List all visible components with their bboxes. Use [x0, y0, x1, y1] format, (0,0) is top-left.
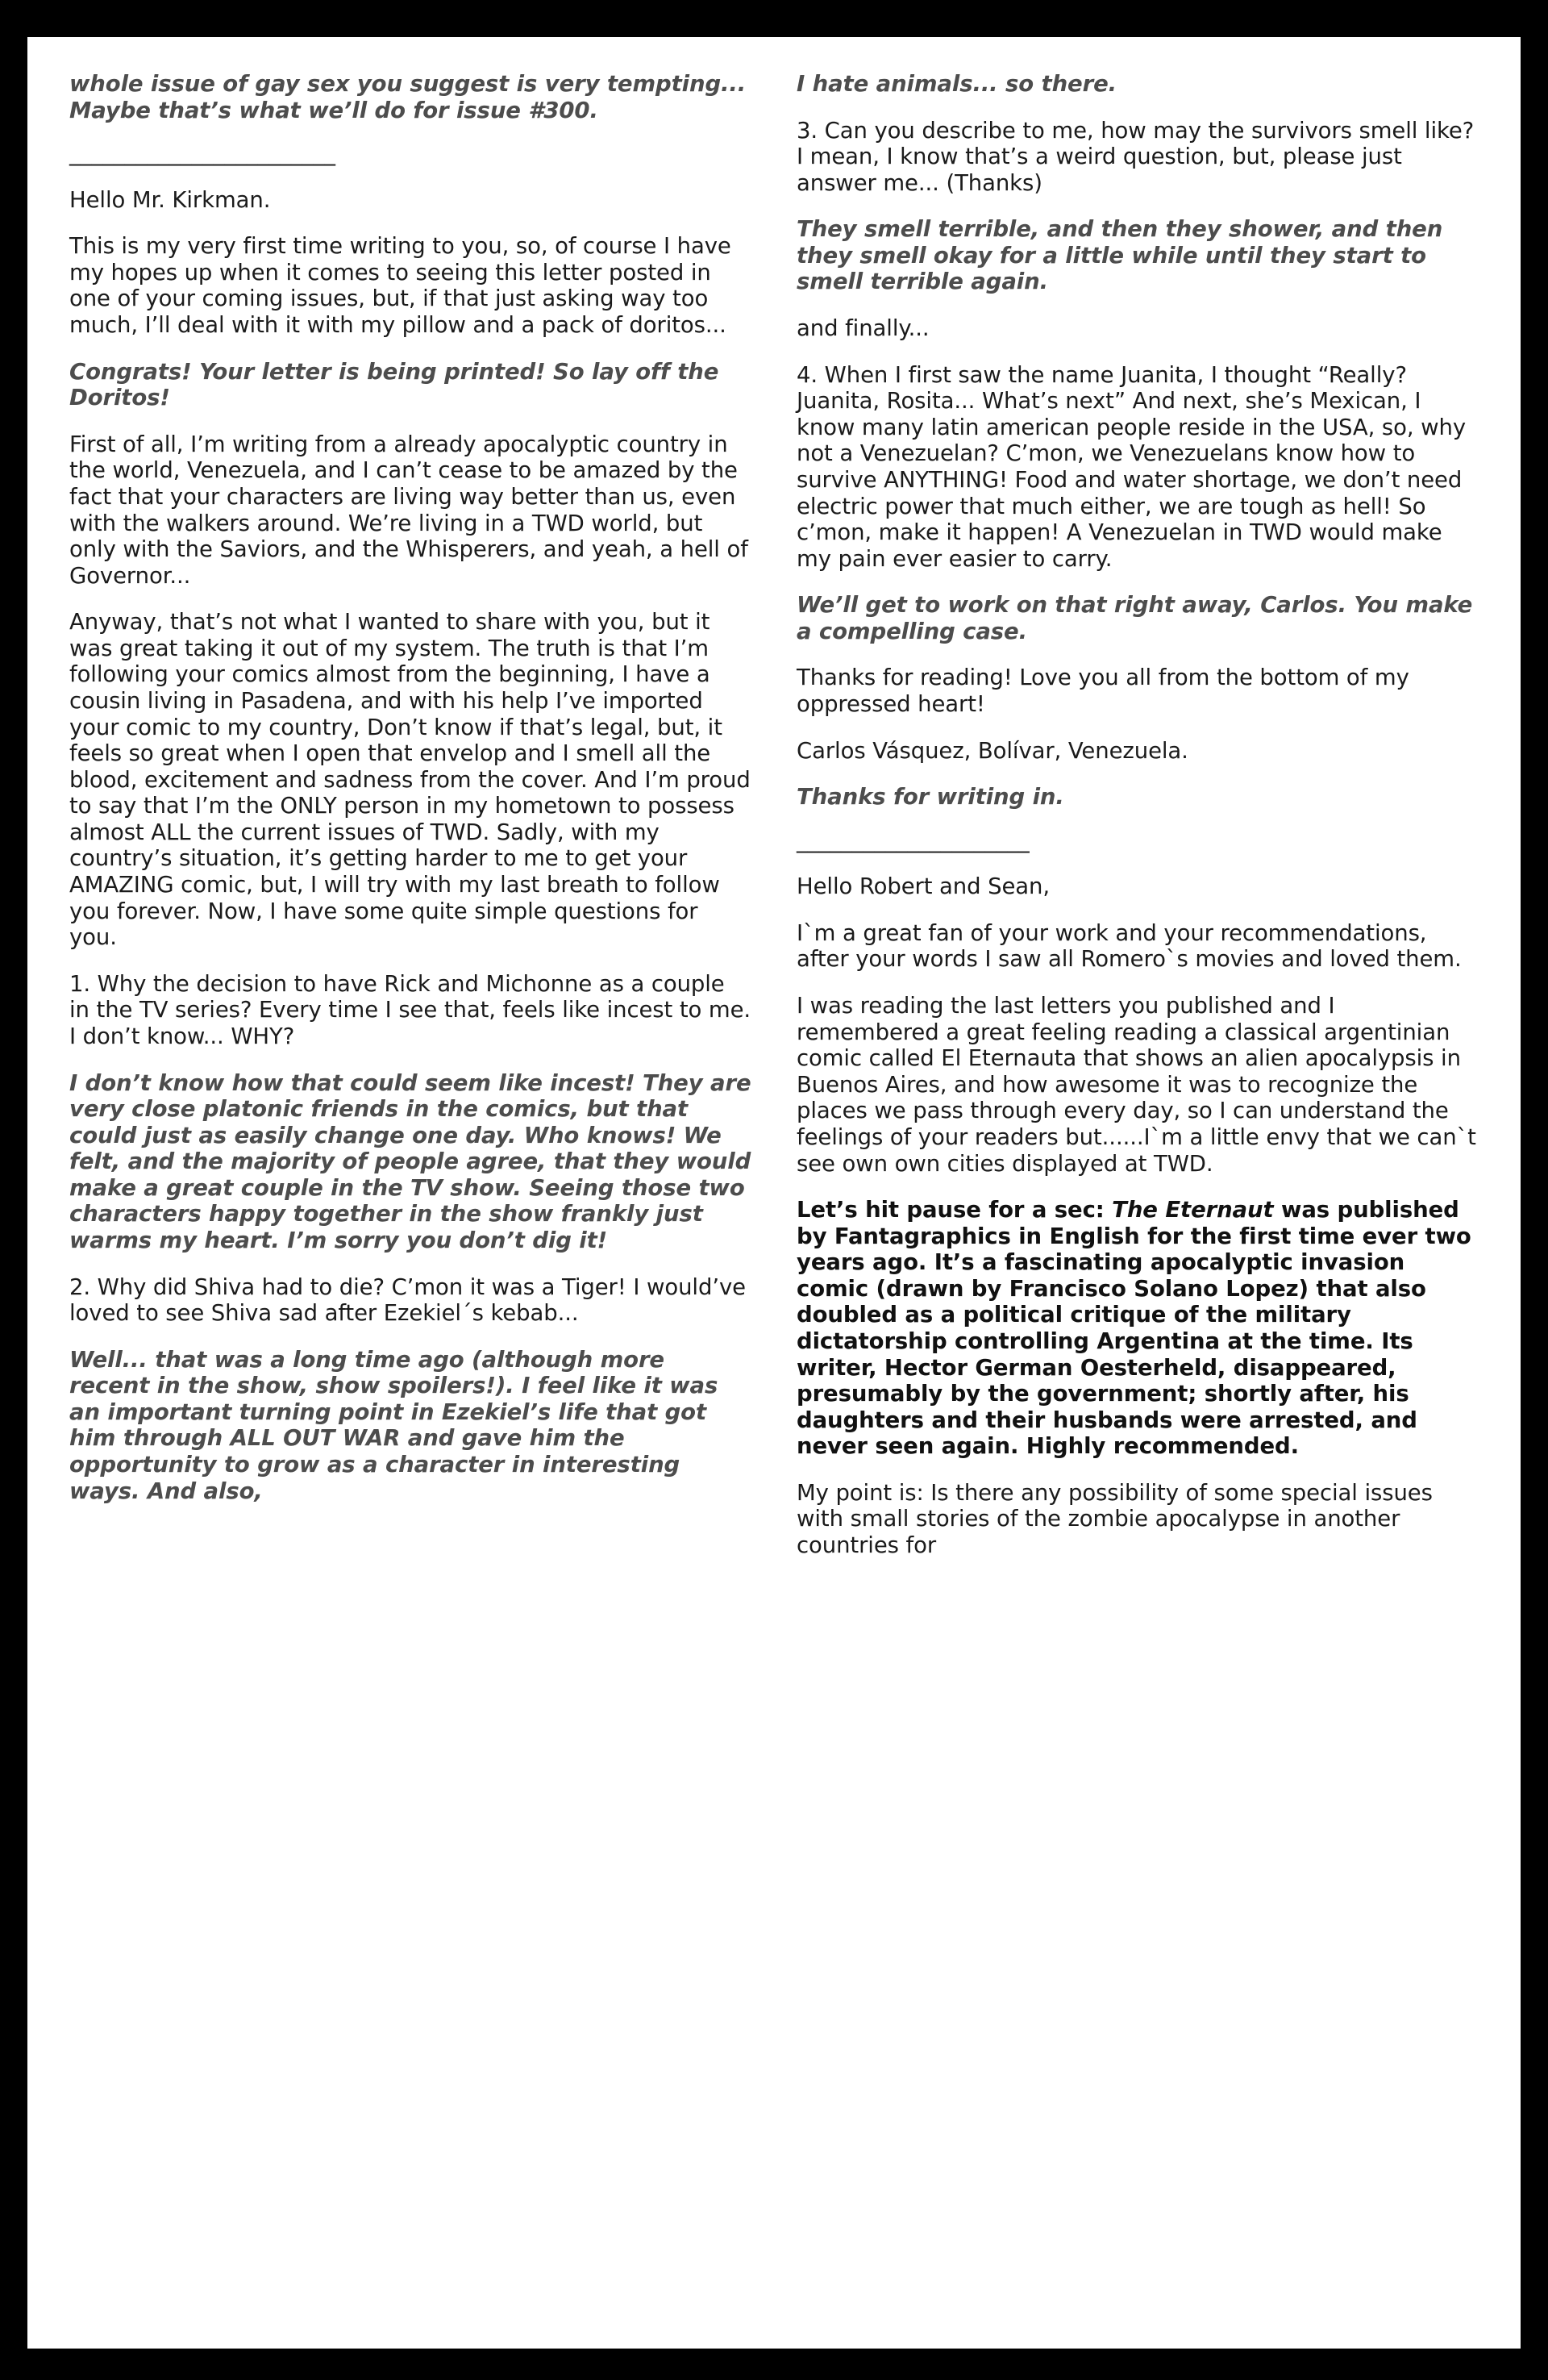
left-paragraph-l6: First of all, I’m writing from a already apocalyptic country in the world, Venezuela, and I can’t cease to be amazed by the fact that your characters are living way better than us, even with the walkers around. We’re living in a TWD world, but only with the Saviors, and the Whisperers, and yeah, a hell of Governor... [69, 431, 748, 589]
right-paragraph-r3: They smell terrible, and then they shower, and then they smell okay for a little while until they start to smell terrible again. [797, 216, 1443, 295]
page-body [27, 37, 1521, 2349]
left-paragraph-l8: 1. Why the decision to have Rick and Michonne as a couple in the TV series? Every time I see that, feels like incest to me. I don’t know... WHY? [69, 970, 751, 1049]
right-text-column [797, 71, 1479, 2324]
right-paragraph-r8: Carlos Vásquez, Bolívar, Venezuela. [797, 737, 1188, 764]
right-paragraph-r9: Thanks for writing in. [797, 784, 1064, 811]
right-paragraph-r2: 3. Can you describe to me, how may the survivors smell like? I mean, I know that’s a weird question, but, please just answer me... (Thanks) [797, 117, 1475, 196]
left-paragraph-l10: 2. Why did Shiva had to die? C’mon it was a Tiger! I would’ve loved to see Shiva sad after Ezekiel´s kebab... [69, 1273, 746, 1327]
emphasized-title: The Eternaut [1112, 1197, 1274, 1223]
left-paragraph-l3: Hello Mr. Kirkman. [69, 186, 271, 213]
left-paragraph-l1: whole issue of gay sex you suggest is very tempting... Maybe that’s what we’ll do for issue #300. [69, 71, 747, 123]
right-paragraph-r10: _____________________ [797, 827, 1030, 853]
right-paragraph-r15: My point is: Is there any possibility of some special issues with small stories of the zombie apocalypse in another countries for [797, 1479, 1433, 1559]
right-paragraph-r1: I hate animals... so there. [797, 71, 1117, 97]
right-paragraph-r14: Let’s hit pause for a sec: The Eternaut was published by Fantagraphics in English for the first time ever two years ago. It’s a fascinating apocalyptic invasion comic (drawn by Francisco Solano Lopez) that also doubled as a political critique of the military dictatorship controlling Argentina at the time. Its writer, Hector German Oesterheld, disappeared, presumably by the government; shortly after, his daughters and their husbands were arrested, and never seen again. Highly recommended. [797, 1197, 1471, 1460]
right-paragraph-r5: 4. When I first saw the name Juanita, I thought “Really? Juanita, Rosita... What’s next” And next, she’s Mexican, I know many latin american people reside in the USA, so, why not a Venezuelan? C’mon, we Venezuelans know how to survive ANYTHING! Food and water shortage, we don’t need electric power that much either, we are tough as hell! So c’mon, make it happen! A Venezuelan in TWD would make my pain ever easier to carry. [797, 361, 1466, 572]
right-paragraph-r4: and finally... [797, 315, 930, 342]
right-paragraph-r11: Hello Robert and Sean, [797, 873, 1051, 900]
right-paragraph-r13: I was reading the last letters you published and I remembered a great feeling reading a classical argentinian comic called El Eternauta that shows an alien apocalypsis in Buenos Aires, and how awesome it was to recognize the places we pass through every day, so I can understand the feelings of your readers but......I`m a little envy that we can`t see own own cities displayed at TWD. [797, 993, 1476, 1177]
two-column-layout [27, 37, 1521, 2349]
right-paragraph-r6: We’ll get to work on that right away, Carlos. You make a compelling case. [797, 592, 1473, 644]
left-paragraph-l7: Anyway, that’s not what I wanted to share with you, but it was great taking it out of my system. The truth is that I’m following your comics almost from the beginning, I have a cousin living in Pasadena, and with his help I’ve imported your comic to my country, Don’t know if that’s legal, but, it feels so great when I open that envelop and I smell all the blood, excitement and sadness from the cover. And I’m proud to say that I’m the ONLY person in my hometown to possess almost ALL the current issues of TWD. Sadly, with my country’s situation, it’s getting harder to me to get your AMAZING comic, but, I will try with my last breath to follow you forever. Now, I have some quite simple questions for you. [69, 609, 751, 951]
left-paragraph-l9: I don’t know how that could seem like incest! They are very close platonic friends in the comics, but that could just as easily change one day. Who knows! We felt, and the majority of people agree, that they would make a great couple in the TV show. Seeing those two characters happy together in the show frankly just warms my heart. I’m sorry you don’t dig it! [69, 1069, 751, 1253]
left-paragraph-l4: This is my very first time writing to you, so, of course I have my hopes up when it comes to seeing this letter posted in one of your coming issues, but, if that just asking way too much, I’ll deal with it with my pillow and a pack of doritos... [69, 233, 731, 339]
left-paragraph-l2: ________________________ [69, 140, 335, 167]
right-paragraph-r12: I`m a great fan of your work and your recommendations, after your words I saw all Romero`s movies and loved them. [797, 919, 1462, 973]
left-paragraph-l11: Well... that was a long time ago (although more recent in the show, show spoilers!). I feel like it was an important turning point in Ezekiel’s life that got him through ALL OUT WAR and gave him the opportunity to grow as a character in interesting ways. And also, [69, 1346, 718, 1504]
left-text-column [69, 71, 751, 2324]
left-paragraph-l5: Congrats! Your letter is being printed! So lay off the Doritos! [69, 358, 719, 411]
right-paragraph-r7: Thanks for reading! Love you all from the bottom of my oppressed heart! [797, 665, 1409, 717]
